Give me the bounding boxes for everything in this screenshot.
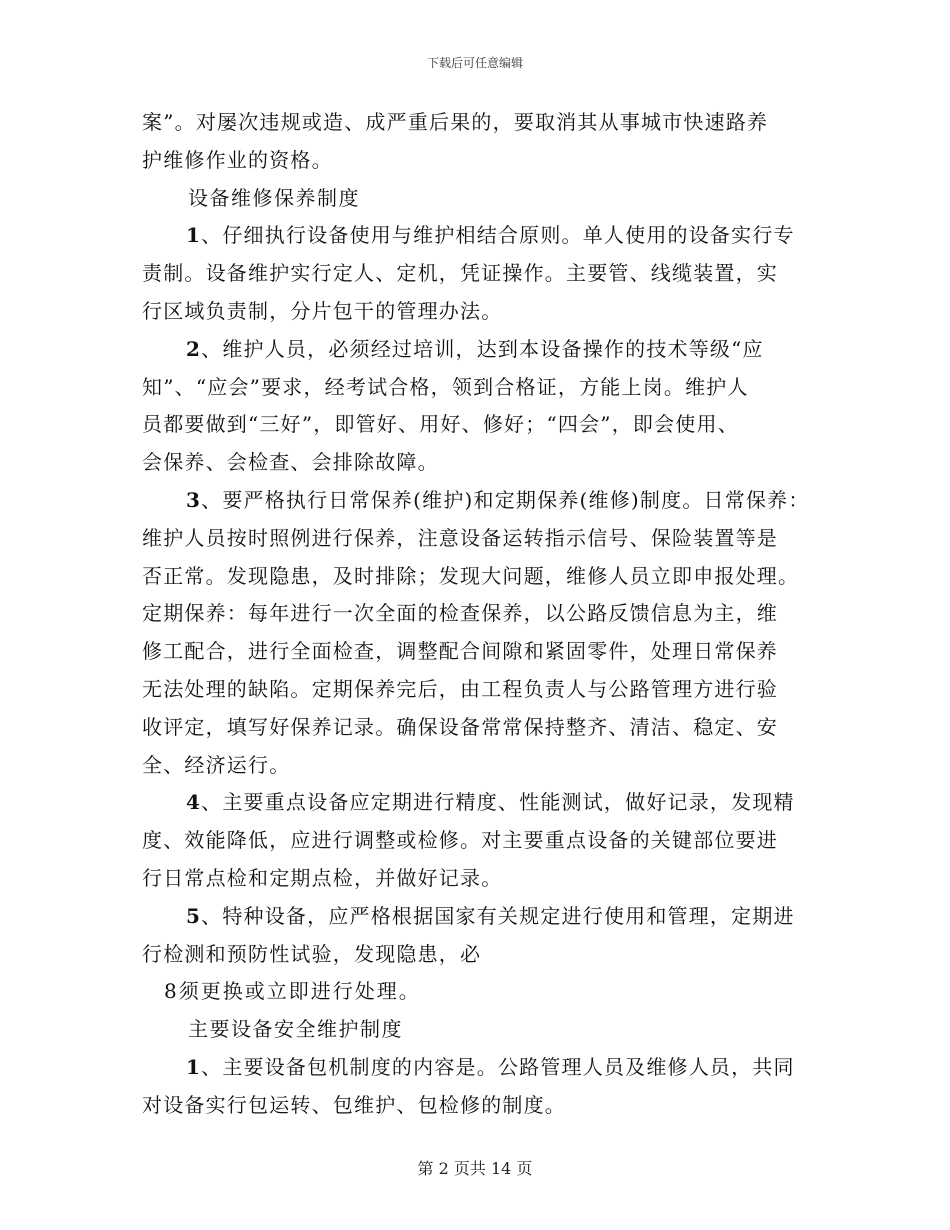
paragraph-line: 否正常。发现隐患，及时排除；发现大问题，维修人员立即申报处理。 <box>142 563 800 588</box>
item-number: 1 <box>186 223 202 248</box>
paragraph-line: 收评定，填写好保养记录。确保设备常常保持整齐、清洁、稳定、安 <box>142 714 778 739</box>
paragraph-line: 知”、“应会”要求，经考试合格，领到合格证，方能上岗。维护人 <box>142 374 749 399</box>
page-header: 下载后可任意编辑 <box>426 56 523 70</box>
item-number: 4 <box>186 790 202 815</box>
item-text: 、要严格执行日常保养(维护)和定期保养(维修)制度。日常保养： <box>201 487 810 512</box>
paragraph-line: 定期保养：每年进行一次全面的检查保养，以公路反馈信息为主，维 <box>142 601 778 626</box>
paragraph-line: 无法处理的缺陷。定期保养完后，由工程负责人与公路管理方进行验 <box>142 676 778 701</box>
paragraph-line <box>142 482 810 520</box>
item-text: 、维护人员，必须经过培训，达到本设备操作的技术等级“应 <box>201 336 764 361</box>
item-text: 、特种设备，应严格根据国家有关规定进行使用和管理，定期进 <box>201 903 795 928</box>
item-number: 2 <box>186 336 202 361</box>
paragraph-line: 行日常点检和定期点检，并做好记录。 <box>142 865 503 890</box>
paragraph-line: 责制。设备维护实行定人、定机，凭证操作。主要管、线缆装置，实 <box>142 261 778 286</box>
paragraph-line: 对设备实行包运转、包维护、包检修的制度。 <box>142 1092 566 1117</box>
item-text: 、仔细执行设备使用与维护相结合原则。单人使用的设备实行专 <box>201 223 795 248</box>
paragraph-line <box>142 898 810 936</box>
paragraph-line: 会保养、会检查、会排除故障。 <box>142 450 439 475</box>
paragraph-line: 案”。对屡次违规或造、成严重后果的，要取消其从事城市快速路养 <box>142 110 769 134</box>
paragraph-line: 修工配合，进行全面检查，调整配合间隙和紧固零件，处理日常保养 <box>142 639 778 664</box>
paragraph-line: 护维修作业的资格。 <box>142 147 333 172</box>
paragraph-line: 8须更换或立即进行处理。 <box>164 979 421 1004</box>
paragraph-line: 行区域负责制，分片包干的管理办法。 <box>142 298 503 323</box>
paragraph-line <box>142 331 810 369</box>
document-body <box>142 104 810 1125</box>
paragraph-line: 员都要做到“三好”，即管好、用好、修好；“四会”，即会使用、 <box>142 412 739 437</box>
paragraph-line <box>142 217 810 255</box>
section-heading: 主要设备安全维护制度 <box>188 1017 403 1042</box>
paragraph-line: 行检测和预防性试验，发现隐患，必 <box>142 941 482 966</box>
item-number: 5 <box>186 903 202 928</box>
item-text: 、主要重点设备应定期进行精度、性能测试，做好记录，发现精 <box>201 790 795 815</box>
paragraph-line: 全、经济运行。 <box>142 752 291 777</box>
item-number: 3 <box>186 487 202 512</box>
section-heading: 设备维修保养制度 <box>188 185 360 210</box>
paragraph-line: 度、效能降低，应进行调整或检修。对主要重点设备的关键部位要进 <box>142 828 778 853</box>
item-number: 1 <box>186 1054 202 1079</box>
paragraph-line <box>142 784 810 822</box>
page-footer: 第 2 页共 14 页 <box>417 1159 533 1178</box>
paragraph-line: 维护人员按时照例进行保养，注意设备运转指示信号、保险装置等是 <box>142 525 778 550</box>
paragraph-line <box>142 1049 810 1087</box>
item-text: 、主要设备包机制度的内容是。公路管理人员及维修人员，共同 <box>201 1054 795 1079</box>
